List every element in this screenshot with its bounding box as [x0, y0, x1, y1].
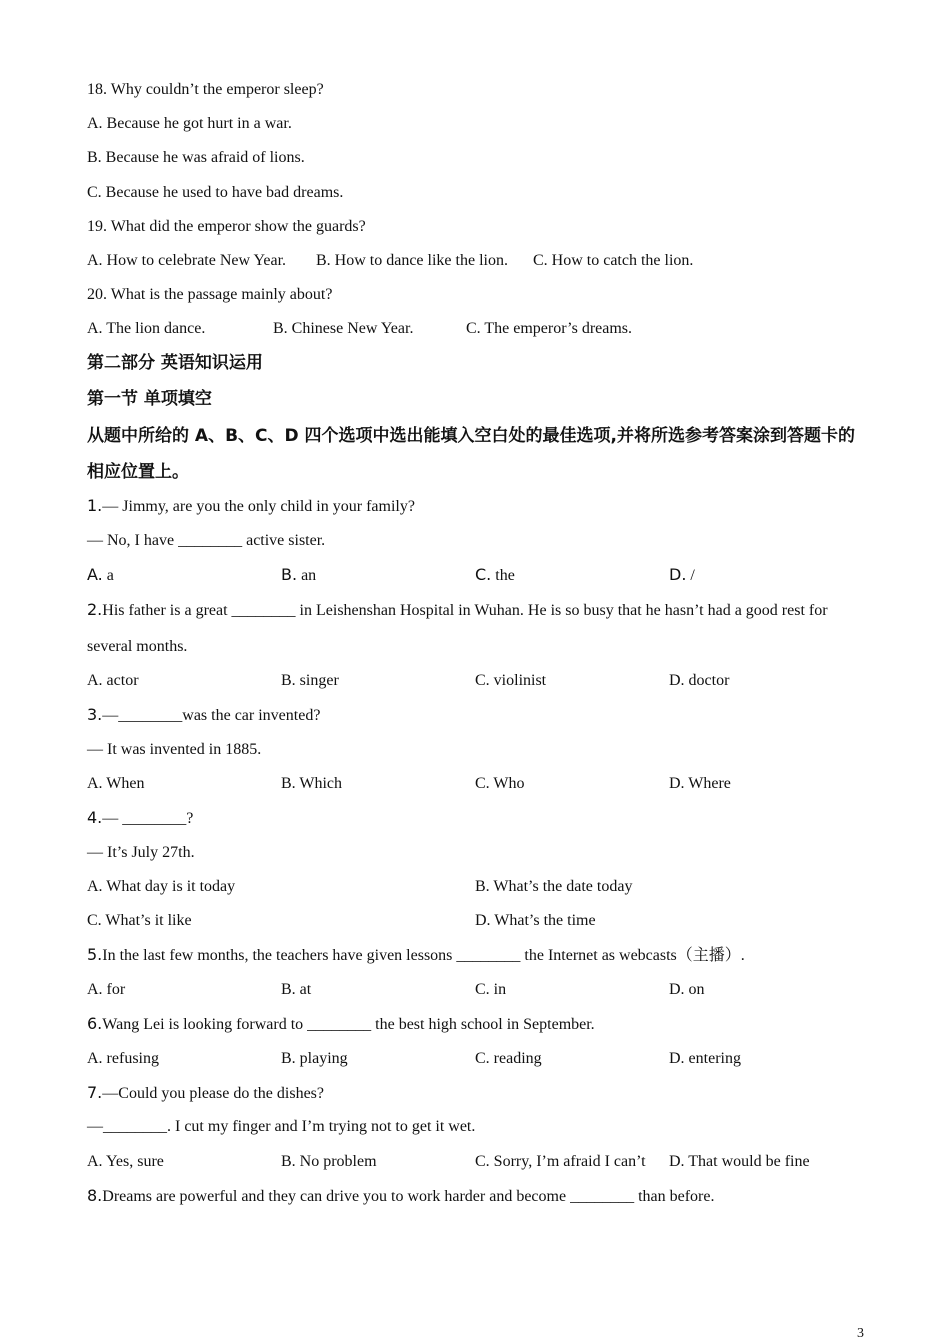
question-number: 6. — [87, 1014, 103, 1033]
q2-option-a: A. actor — [87, 672, 139, 689]
question-8 — [87, 1186, 714, 1207]
q3-option-c: C. Who — [475, 775, 525, 792]
question-18: 18. Why couldn’t the emperor sleep? — [87, 81, 324, 98]
q6-option-a: A. refusing — [87, 1050, 159, 1067]
question-20: 20. What is the passage mainly about? — [87, 286, 333, 303]
option-text: a — [102, 567, 114, 584]
q5-option-a: A. for — [87, 981, 126, 998]
q18-option-c: C. Because he used to have bad dreams. — [87, 184, 344, 201]
q4-option-d: D. What’s the time — [475, 912, 596, 929]
question-number: 3. — [87, 705, 103, 724]
question-4-line-2: — It’s July 27th. — [87, 844, 195, 861]
q20-option-c: C. The emperor’s dreams. — [466, 320, 633, 337]
question-number: 4. — [87, 808, 103, 827]
q2-option-b: B. singer — [281, 672, 339, 689]
q18-option-a: A. Because he got hurt in a war. — [87, 115, 292, 132]
q1-options — [87, 565, 877, 585]
q3-option-d: D. Where — [669, 775, 731, 792]
q4-options-row-2 — [87, 911, 877, 931]
question-7-line-2: —________. I cut my finger and I’m trying not to get it wet. — [87, 1118, 476, 1135]
option-text: the — [491, 567, 515, 584]
question-text: — ________? — [102, 810, 194, 827]
part-title: 第二部分 英语知识运用 — [87, 353, 263, 373]
instruction: 从题中所给的 A、B、C、D 四个选项中选出能填入空白处的最佳选项,并将所选参考答案涂到答题卡的相应位置上。 — [87, 426, 855, 482]
q1-option-c — [475, 565, 515, 586]
q1-option-b — [281, 565, 316, 586]
q6-option-d: D. entering — [669, 1050, 741, 1067]
question-1-line-2: — No, I have ________ active sister. — [87, 532, 326, 549]
question-7 — [87, 1083, 324, 1104]
question-3-line-2: — It was invented in 1885. — [87, 741, 262, 758]
q20-option-b: B. Chinese New Year. — [273, 320, 414, 337]
question-2-line-2: several months. — [87, 638, 188, 655]
question-2 — [87, 600, 828, 621]
q3-option-b: B. Which — [281, 775, 343, 792]
option-letter: C. — [475, 565, 492, 584]
q5-option-c: C. in — [475, 981, 507, 998]
page-number: 3 — [857, 1326, 864, 1341]
option-letter: D. — [669, 565, 687, 584]
question-19: 19. What did the emperor show the guards? — [87, 218, 366, 235]
q2-options — [87, 671, 877, 691]
q7-option-b: B. No problem — [281, 1153, 377, 1170]
q19-option-a: A. How to celebrate New Year. — [87, 252, 287, 269]
option-letter: A. — [87, 565, 103, 584]
question-text: —Could you please do the dishes? — [102, 1085, 325, 1102]
q20-option-a: A. The lion dance. — [87, 320, 206, 337]
q3-options — [87, 774, 877, 794]
question-4 — [87, 808, 193, 829]
q20-options — [87, 319, 877, 339]
q18-option-b: B. Because he was afraid of lions. — [87, 149, 305, 166]
question-number: 1. — [87, 496, 103, 515]
q1-option-a — [87, 565, 114, 586]
q1-option-d — [669, 565, 695, 586]
question-text: — Jimmy, are you the only child in your family? — [102, 498, 415, 515]
q6-options — [87, 1049, 877, 1069]
question-text: —________was the car invented? — [102, 707, 321, 724]
q5-option-b: B. at — [281, 981, 312, 998]
question-text: Wang Lei is looking forward to ________ the best high school in September. — [102, 1016, 595, 1033]
question-number: 2. — [87, 600, 103, 619]
question-6 — [87, 1014, 595, 1035]
q6-option-c: C. reading — [475, 1050, 542, 1067]
question-number: 8. — [87, 1186, 103, 1205]
section-title: 第一节 单项填空 — [87, 389, 212, 409]
q3-option-a: A. When — [87, 775, 145, 792]
q7-option-d: D. That would be fine — [669, 1153, 810, 1170]
option-text: an — [297, 567, 317, 584]
q7-options — [87, 1152, 877, 1172]
option-text: / — [686, 567, 695, 584]
q2-option-d: D. doctor — [669, 672, 730, 689]
q2-option-c: C. violinist — [475, 672, 547, 689]
question-3 — [87, 705, 320, 726]
q4-option-a: A. What day is it today — [87, 878, 236, 895]
q7-option-a: A. Yes, sure — [87, 1153, 164, 1170]
q4-options-row-1 — [87, 877, 877, 897]
question-number: 7. — [87, 1083, 103, 1102]
q5-options — [87, 980, 877, 1000]
q4-option-c: C. What’s it like — [87, 912, 192, 929]
q19-option-b: B. How to dance like the lion. — [316, 252, 508, 269]
q7-option-c: C. Sorry, I’m afraid I can’t — [475, 1153, 646, 1170]
question-text: His father is a great ________ in Leishenshan Hospital in Wuhan. He is so busy that he hasn’t had a good rest for — [102, 602, 828, 619]
q4-option-b: B. What’s the date today — [475, 878, 633, 895]
q19-option-c: C. How to catch the lion. — [533, 252, 694, 269]
question-text: Dreams are powerful and they can drive you to work harder and become ________ than before. — [102, 1188, 715, 1205]
question-5 — [87, 945, 745, 966]
question-1 — [87, 496, 415, 517]
q19-options — [87, 251, 877, 271]
option-letter: B. — [281, 565, 298, 584]
question-text: In the last few months, the teachers have given lessons ________ the Internet as webcasts（主播）. — [102, 947, 745, 964]
question-number: 5. — [87, 945, 103, 964]
q5-option-d: D. on — [669, 981, 705, 998]
q6-option-b: B. playing — [281, 1050, 348, 1067]
